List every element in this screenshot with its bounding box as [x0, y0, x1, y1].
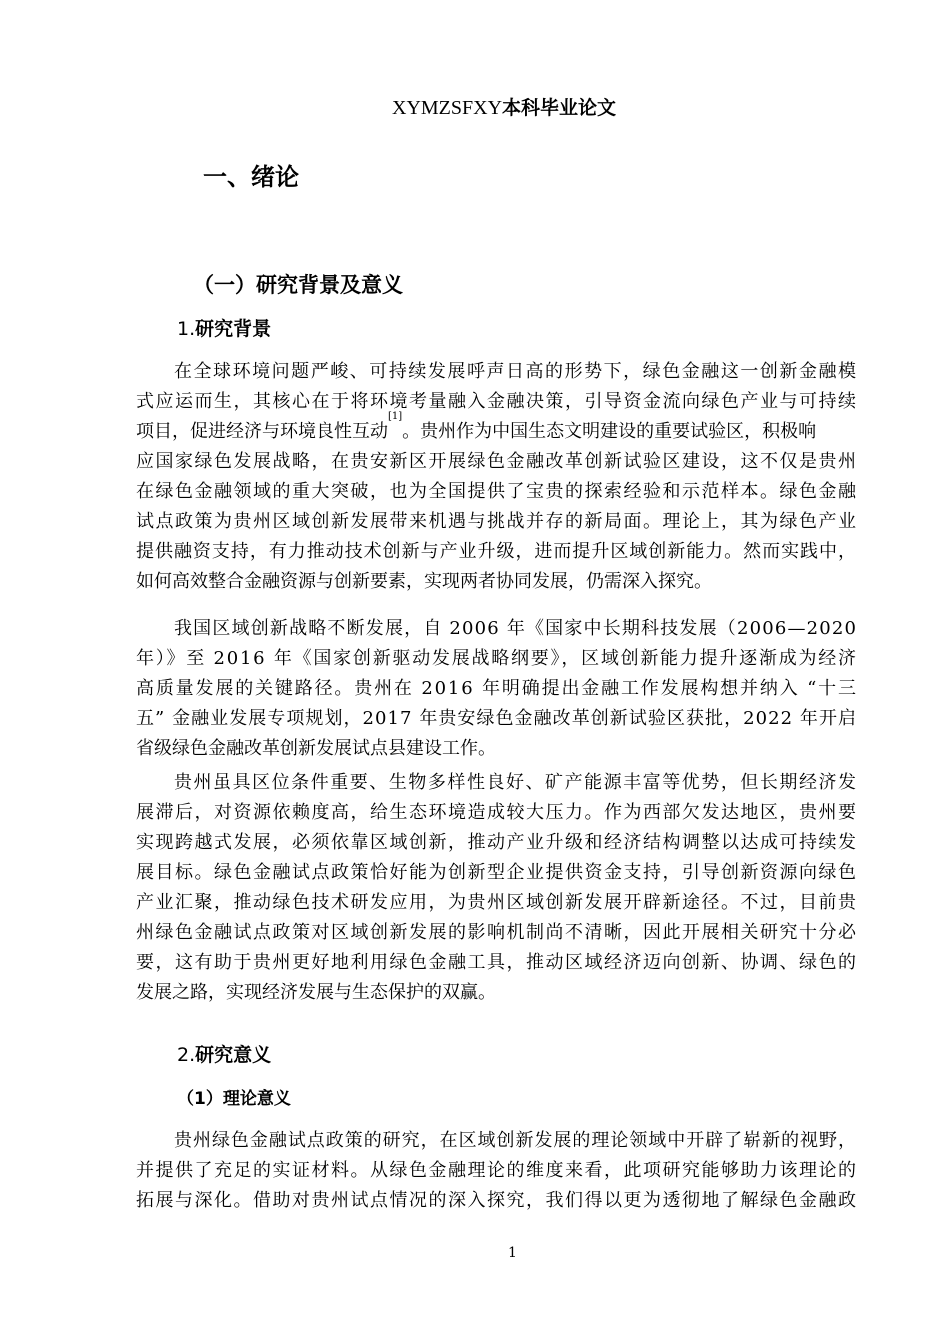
paragraph-line: 要，这有助于贵州更好地利用绿色金融工具，推动区域经济迈向创新、协调、绿色的 [136, 952, 858, 973]
paragraph-line: 项目，促进经济与环境良性互动 [1] 。贵州作为中国生态文明建设的重要试验区，积极响 [136, 417, 856, 447]
paragraph-line: 年）》至 2016 年《国家创新驱动发展战略纲要》，区域创新能力提升逐渐成为经济 [136, 648, 858, 669]
subsection-number: 1. [177, 318, 196, 340]
subsection-title: 研究背景 [195, 318, 272, 340]
section-title: （一）研究背景及意义 [193, 273, 403, 297]
paragraph-line: 展目标。绿色金融试点政策恰好能为创新型企业提供资金支持，引导创新资源向绿色 [136, 862, 858, 883]
header-title: 本科毕业论文 [502, 97, 617, 119]
paragraph-line: 展滞后，对资源依赖度高，给生态环境造成较大压力。作为西部欠发达地区，贵州要 [136, 802, 858, 823]
subsubsection-heading: （1）理论意义 [177, 1089, 291, 1109]
paragraph-line: 五” 金融业发展专项规划，2017 年贵安绿色金融改革创新试验区获批，2022 年开启 [136, 708, 858, 729]
paragraph-line: 我国区域创新战略不断发展，自 2006 年《国家中长期科技发展（2006—2020 [174, 618, 858, 639]
paragraph-line: 省级绿色金融改革创新发展试点县建设工作。 [136, 738, 496, 759]
paragraph-line: 提供融资支持，有力推动技术创新与产业升级，进而提升区域创新能力。然而实践中， [136, 541, 857, 562]
paragraph-line: 拓展与深化。借助对贵州试点情况的深入探究，我们得以更为透彻地了解绿色金融政 [136, 1190, 858, 1211]
paragraph-line: 应国家绿色发展战略，在贵安新区开展绿色金融改革创新试验区建设，这不仅是贵州 [136, 451, 858, 472]
subsection-title: 研究意义 [195, 1044, 272, 1066]
chapter-title: 一、绪论 [203, 163, 299, 191]
paragraph-line: 在绿色金融领域的重大突破，也为全国提供了宝贵的探索经验和示范样本。绿色金融 [136, 481, 858, 502]
running-header [392, 94, 616, 121]
paragraph-research-background-2 [136, 614, 856, 764]
header-code: XYMZSFXY [392, 97, 503, 119]
subsection-heading-background [177, 315, 271, 343]
page-number: 1 [508, 1245, 517, 1261]
paragraph-line: 贵州虽具区位条件重要、生物多样性良好、矿产能源丰富等优势，但长期经济发 [174, 772, 858, 793]
paragraph-line: 发展之路，实现经济发展与生态保护的双赢。 [136, 982, 496, 1003]
citation-ref[interactable]: [1] [388, 411, 403, 422]
paragraph-line: 产业汇聚，推动绿色技术研发应用，为贵州区域创新发展开辟新途径。不过，目前贵 [136, 892, 858, 913]
paragraph-research-background-1 [136, 357, 856, 597]
paragraph-line: 试点政策为贵州区域创新发展带来机遇与挑战并存的新局面。理论上，其为绿色产业 [136, 511, 858, 532]
paragraph-line: 并提供了充足的实证材料。从绿色金融理论的维度来看，此项研究能够助力该理论的 [136, 1160, 858, 1181]
paragraph-research-background-3 [136, 768, 856, 1008]
paragraph-line: 式应运而生，其核心在于将环境考量融入金融决策，引导资金流向绿色产业与可持续 [136, 391, 858, 412]
paragraph-line: 如何高效整合金融资源与创新要素，实现两者协同发展，仍需深入探究。 [136, 571, 712, 592]
subsection-heading-significance [177, 1041, 271, 1069]
paragraph-line: 在全球环境问题严峻、可持续发展呼声日高的形势下，绿色金融这一创新金融模 [174, 361, 858, 382]
paragraph-line: 高质量发展的关键路径。贵州在 2016 年明确提出金融工作发展构想并纳入 “十三 [136, 678, 858, 699]
paragraph-line: 州绿色金融试点政策对区域创新发展的影响机制尚不清晰，因此开展相关研究十分必 [136, 922, 858, 943]
subsection-number: 2. [177, 1044, 196, 1066]
paragraph-line: 贵州绿色金融试点政策的研究，在区域创新发展的理论领域中开辟了崭新的视野， [174, 1130, 857, 1151]
paragraph-theoretical-significance [136, 1126, 856, 1216]
paragraph-line: 实现跨越式发展，必须依靠区域创新，推动产业升级和经济结构调整以达成可持续发 [136, 832, 858, 853]
